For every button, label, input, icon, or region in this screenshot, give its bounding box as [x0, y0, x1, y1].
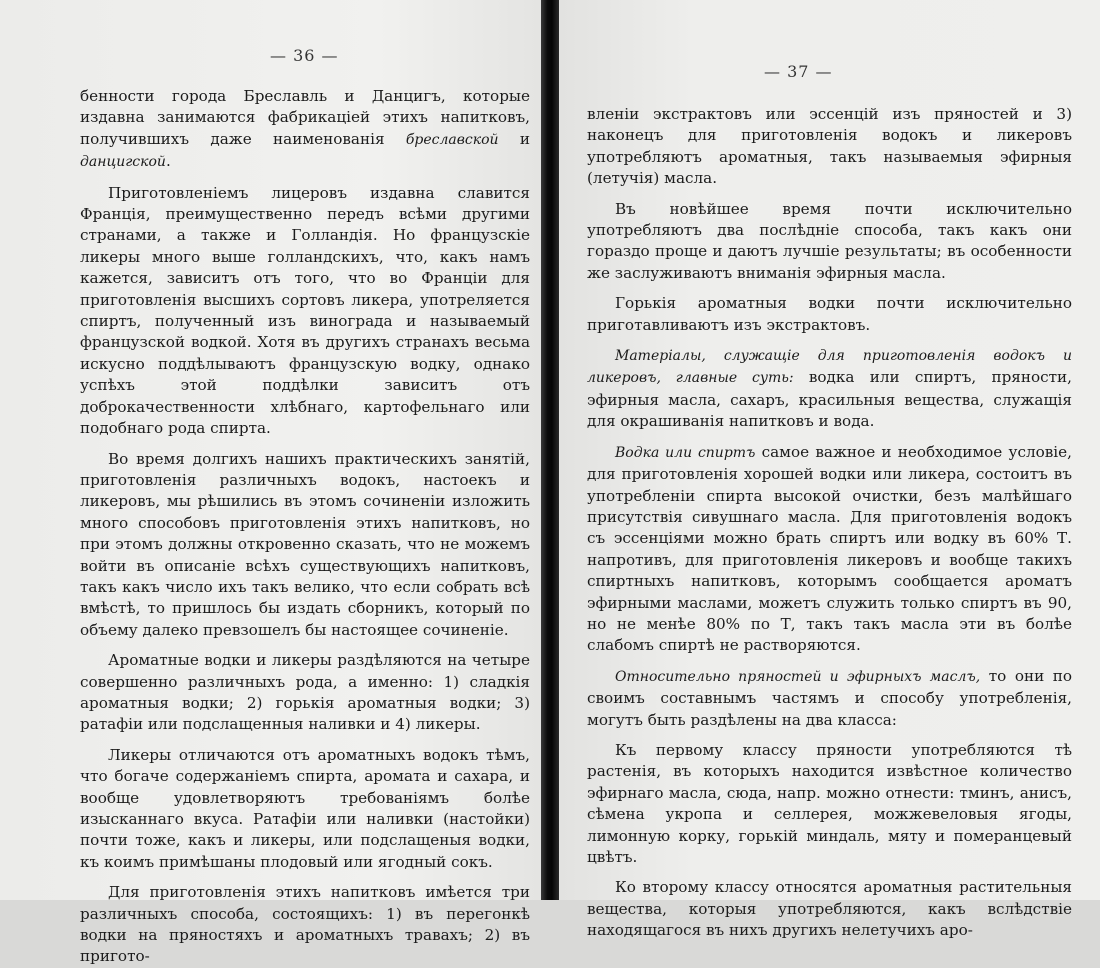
materials-text: водка или спиртъ, пряности, эфирныя масла, сахаръ, красильныя вещества, служащія для окрашиванія напитковъ и вода. — [587, 368, 1072, 431]
left-page-text — [80, 86, 530, 968]
left-page — [0, 0, 541, 966]
right-paragraph-1: вленіи экстрактовъ или эссенцій изъ пряностей и 3) наконецъ для приготовленія водокъ и ликеровъ употребляютъ ароматныя, такъ называемыя эфирныя (летучія) масла. — [587, 105, 1072, 188]
left-paragraph-3: Во время долгихъ нашихъ практическихъ занятій, приготовленія различныхъ водокъ, настоекъ и ликеровъ, мы рѣшились въ этомъ сочиненіи изложить много способовъ приготовленія этихъ напитковъ, но при этомъ должны откровенно сказать, что не можемъ войти въ описаніе всѣхъ существующихъ напитковъ, такъ какъ число ихъ такъ велико, что если собрать всѣ вмѣстѣ, то пришлось бы издать сборникъ, который по объему далеко превзошелъ бы настоящее сочиненіе. — [80, 449, 530, 639]
left-paragraph-6: Для приготовленія этихъ напитковъ имѣется три различныхъ способа, состоящихъ: 1) въ перегонкѣ водки на пряностяхъ и ароматныхъ травахъ; 2) въ пригото- — [80, 883, 530, 966]
spices-text: то они по своимъ составнымъ частямъ и способу употребленія, могутъ быть раздѣлены на два класса: — [587, 666, 1073, 729]
right-page-text — [587, 104, 1072, 942]
italic-name-danzig: данцигской — [80, 154, 166, 171]
italic-name-breslau: бреславской — [405, 131, 499, 148]
right-paragraph-4 — [587, 345, 1072, 433]
right-page-number: — 37 — — [764, 62, 833, 81]
left-paragraph-4: Ароматные водки и ликеры раздѣляются на четыре совершенно различныхъ рода, а именно: 1) сладкія ароматныя водки; 2) горькія ароматныя водки; 3) ратафіи или подслащенныя наливки и 4) ликеры. — [80, 651, 530, 734]
right-paragraph-6 — [587, 666, 1072, 731]
right-paragraph-2: Въ новѣйшее время почти исключительно употребляютъ два послѣдніе способа, такъ какъ они гораздо проще и даютъ лучшіе результаты; въ особенности же заслуживаютъ вниманія эфирныя масла. — [587, 199, 1072, 282]
vodka-heading: Водка или спиртъ — [615, 444, 756, 461]
right-paragraph-8: Ко второму классу относятся ароматныя растительныя вещества, которыя употребляются, какъ вслѣдствіе находящагося въ нихъ другихъ нелетучихъ аро- — [587, 878, 1072, 940]
materials-heading: Матеріалы, служащіе для приготовленія водокъ и ликеровъ, главные суть: — [587, 348, 1072, 387]
spices-heading: Относительно пряностей и эфирныхъ маслъ, — [615, 668, 981, 685]
right-page — [559, 0, 1100, 940]
right-paragraph-5 — [587, 442, 1072, 657]
left-page-number: — 36 — — [270, 46, 339, 65]
vodka-text: самое важное и необходимое условіе, для приготовленія хорошей водки или ликера, состоитъ въ употребленіи спирта высокой очистки, безъ малѣйшаго присутствія сивушнаго масла. Для приготовленія водокъ съ эссенціями можно брать спиртъ или водку въ 60% Т. напротивъ, для приготовленія ликеровъ и вообще такихъ спиртныхъ напитковъ, которымъ сообщается ароматъ эфирными маслами, можетъ служить только спиртъ въ 90, но не менѣе 80% по Т, такъ такъ масла эти въ болѣе слабомъ спиртѣ не растворяются. — [587, 442, 1072, 655]
right-paragraph-7: Къ первому классу пряности употребляются тѣ растенія, въ которыхъ находится извѣстное количество эфирнаго масла, сюда, напр. можно отнести: тминъ, анисъ, сѣмена укропа и селлерея, можжевеловыя ягоды, лимонную корку, горькій миндаль, мяту и померанцевый цвѣтъ. — [587, 740, 1072, 866]
conjunction-text: и — [519, 129, 531, 148]
left-paragraph-1: бенности города Бреславль и Данцигъ, которые издавна занимаются фабрикаціей этихъ напитковъ, получившихъ даже наименованія бреславской и данцигской. — [80, 87, 531, 171]
right-paragraph-3: Горькія ароматныя водки почти исключительно приготавливаютъ изъ экстрактовъ. — [587, 294, 1072, 334]
left-paragraph-5: Ликеры отличаются отъ ароматныхъ водокъ тѣмъ, что богаче содержаніемъ спирта, аромата и сахара, и вообще удовлетворяютъ требованіямъ болѣе изысканнаго вкуса. Ратафіи или наливки (настойки) почти тоже, какъ и ликеры, или подслащеныя водки, къ коимъ примѣшаны плодовый или ягодный сокъ. — [80, 745, 530, 871]
left-paragraph-1-text: бенности города Бреславль и Данцигъ, которые издавна занимаются фабрикаціей этихъ напитковъ, получившихъ даже наименованія — [80, 87, 530, 148]
book-gutter — [541, 0, 559, 900]
left-paragraph-2: Приготовленіемъ лицеровъ издавна славится Франція, преимущественно передъ всѣми другими странами, а также и Голландія. Но французскіе ликеры много выше голландскихъ, что, какъ намъ кажется, зависитъ отъ того, что во Франціи для приготовленія высшихъ сортовъ ликера, употреляется спиртъ, полученный изъ винограда и называемый французской водкой. Хотя въ другихъ странахъ весьма искусно поддѣлываютъ французскую водку, однако успѣхъ этой поддѣлки зависитъ отъ доброкачественности хлѣбнаго, картофельнаго или подобнаго рода спирта. — [80, 183, 530, 438]
